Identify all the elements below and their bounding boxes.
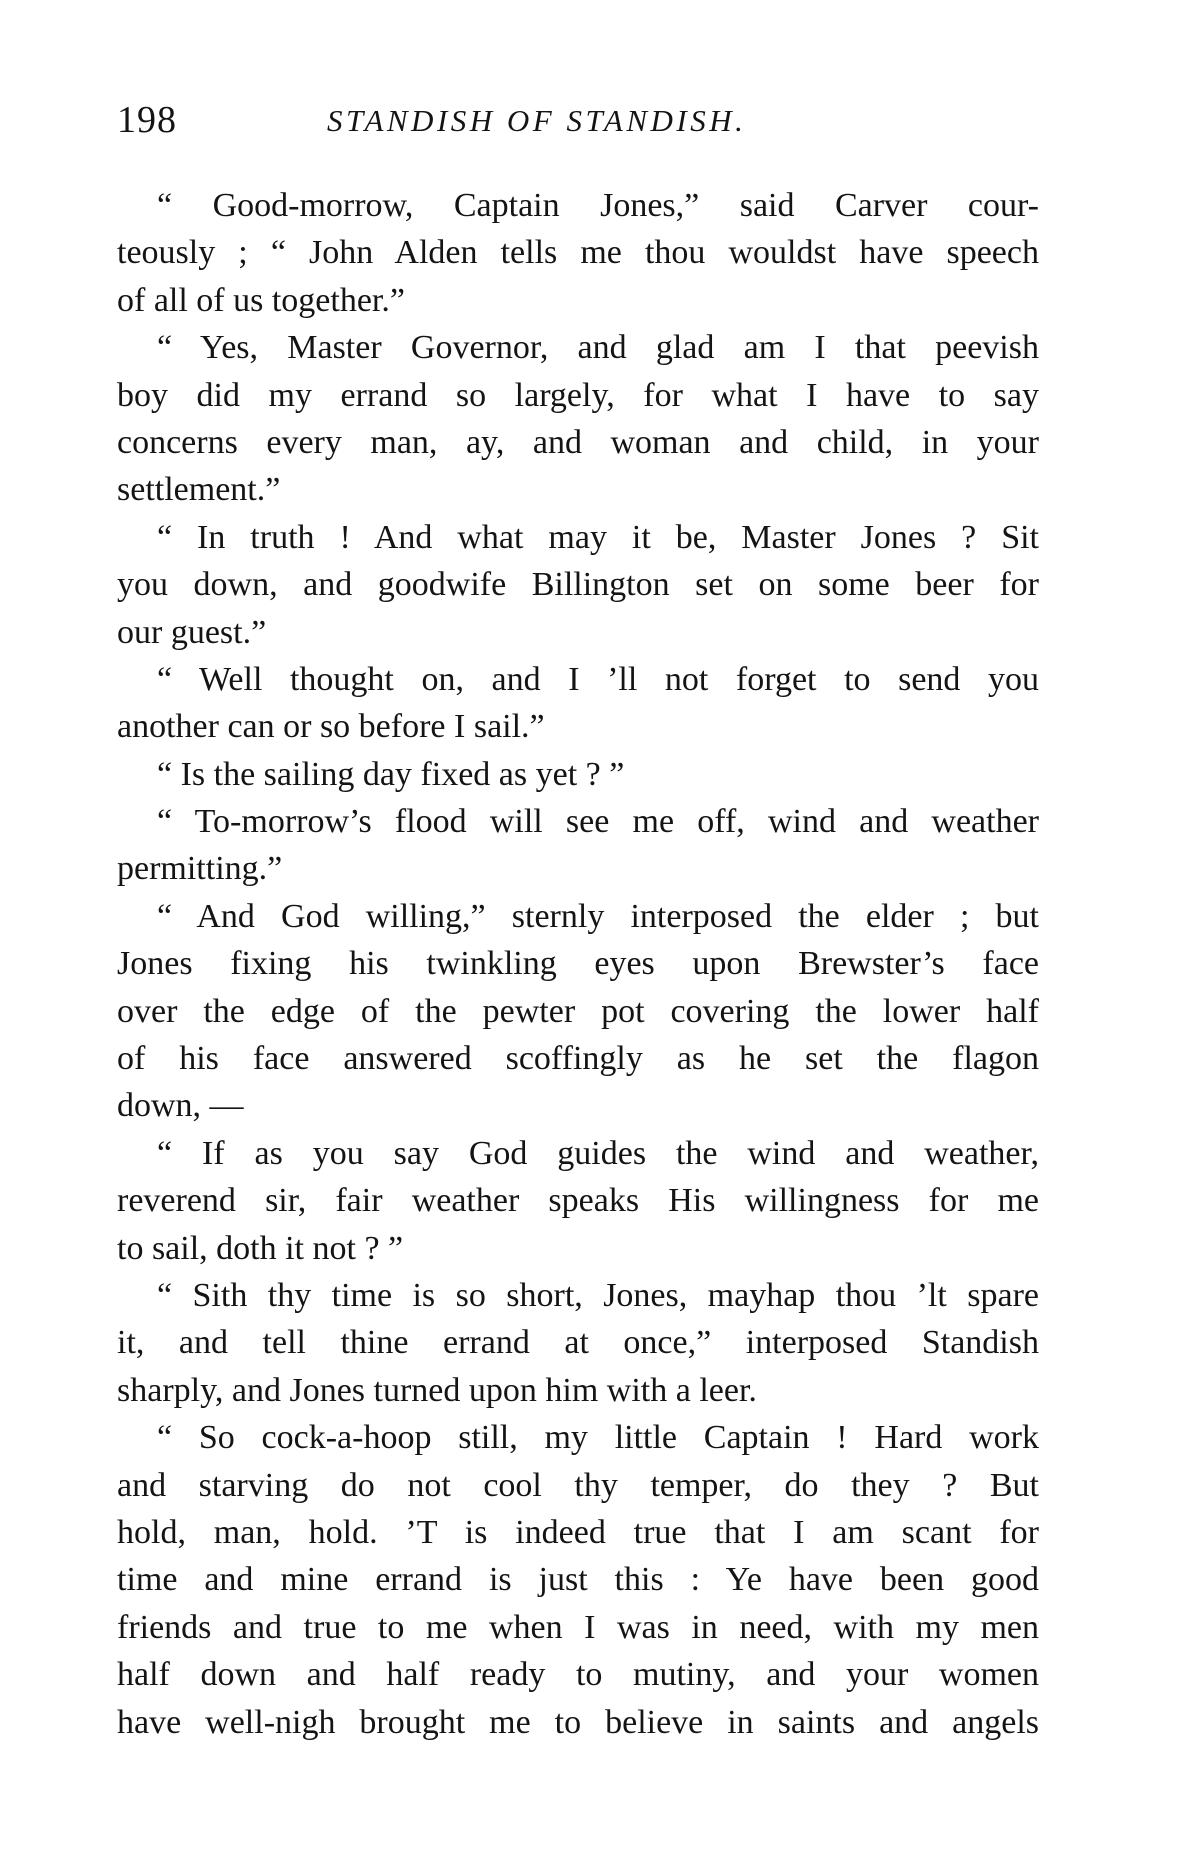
text-line: time and mine errand is just this : Ye have been good: [117, 1561, 1039, 1599]
text-line: half down and half ready to mutiny, and your women: [117, 1656, 1039, 1694]
text-line: over the edge of the pewter pot covering the lower half: [117, 992, 1039, 1030]
page-header: [117, 98, 1047, 142]
body-text: [117, 182, 1039, 1746]
text-line: “ To-morrow’s flood will see me off, wind and weather: [157, 803, 1039, 841]
text-line: our guest.”: [117, 613, 267, 651]
page-number: 198: [117, 99, 177, 141]
text-line: “ Good-morrow, Captain Jones,” said Carver cour-: [157, 187, 1039, 224]
text-line: another can or so before I sail.”: [117, 708, 545, 746]
text-line: “ Sith thy time is so short, Jones, mayhap thou ’lt spare: [157, 1276, 1039, 1314]
text-line: friends and true to me when I was in need, with my men: [117, 1608, 1039, 1646]
text-line: “ In truth ! And what may it be, Master Jones ? Sit: [157, 518, 1039, 556]
text-line: down, —: [117, 1087, 244, 1125]
text-line: “ Yes, Master Governor, and glad am I that peevish: [157, 329, 1039, 367]
text-line: and starving do not cool thy temper, do they ? But: [117, 1466, 1039, 1504]
text-line: permitting.”: [117, 850, 283, 888]
text-line: Jones fixing his twinkling eyes upon Brewster’s face: [117, 945, 1039, 983]
text-line: concerns every man, ay, and woman and child, in your: [117, 423, 1039, 461]
text-line: teously ; “ John Alden tells me thou wouldst have speech: [117, 234, 1039, 272]
text-line: “ Is the sailing day fixed as yet ? ”: [157, 755, 625, 793]
text-line: have well-nigh brought me to believe in saints and angels: [117, 1703, 1039, 1741]
text-line: hold, man, hold. ’T is indeed true that I am scant for: [117, 1513, 1039, 1551]
text-line: of all of us together.”: [117, 281, 405, 319]
text-line: sharply, and Jones turned upon him with a leer.: [117, 1371, 757, 1409]
text-line: you down, and goodwife Billington set on some beer for: [117, 566, 1039, 604]
text-line: it, and tell thine errand at once,” interposed Standish: [117, 1324, 1039, 1362]
text-line: boy did my errand so largely, for what I have to say: [117, 376, 1039, 414]
text-line: “ And God willing,” sternly interposed the elder ; but: [157, 897, 1039, 935]
text-line: “ If as you say God guides the wind and weather,: [157, 1134, 1039, 1172]
text-line: settlement.”: [117, 471, 281, 509]
text-line: reverend sir, fair weather speaks His willingness for me: [117, 1182, 1039, 1220]
text-line: “ Well thought on, and I ’ll not forget to send you: [157, 660, 1039, 698]
running-head: STANDISH OF STANDISH.: [327, 103, 747, 138]
text-line: “ So cock-a-hoop still, my little Captain ! Hard work: [157, 1419, 1039, 1457]
text-line: to sail, doth it not ? ”: [117, 1229, 404, 1267]
text-line: of his face answered scoffingly as he set the flagon: [117, 1040, 1039, 1078]
